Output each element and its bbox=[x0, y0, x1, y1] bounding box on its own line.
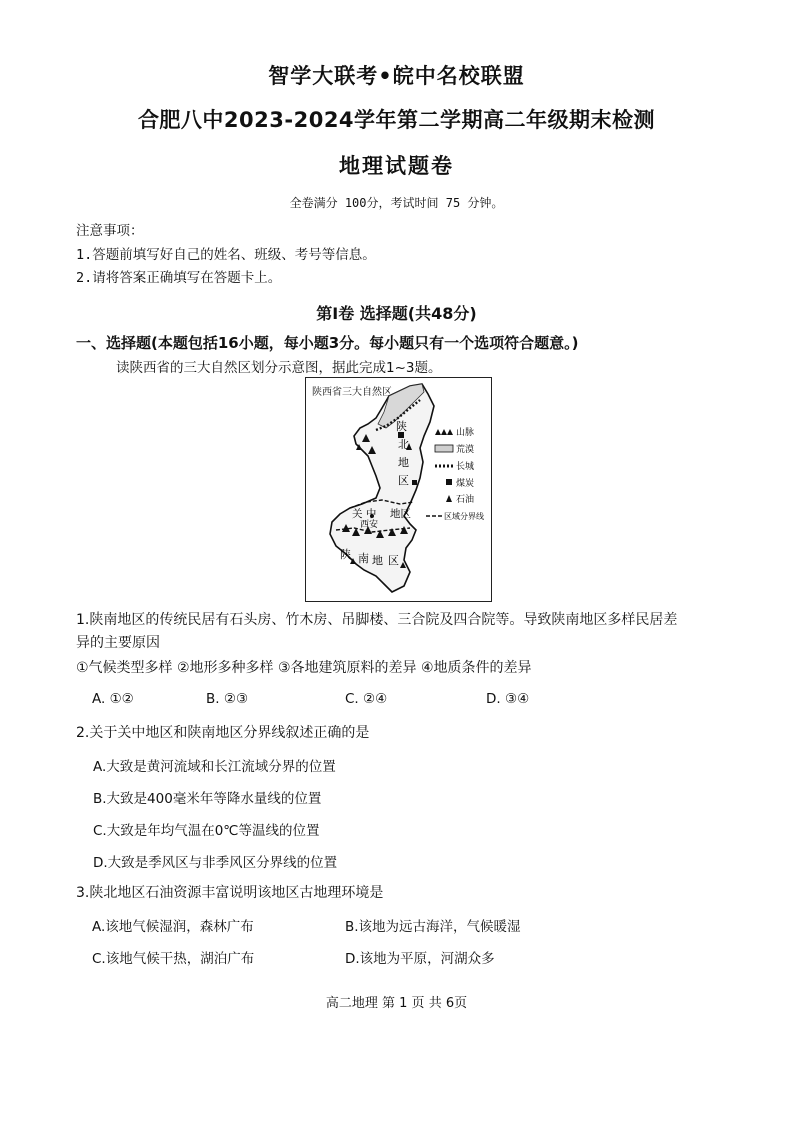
q2-option-b[interactable]: B.大致是400毫米年等降水量线的位置 bbox=[93, 791, 322, 807]
exam-header-line1: 智学大联考•皖中名校联盟 bbox=[268, 64, 525, 88]
q3-option-d[interactable]: D.该地为平原，河湖众多 bbox=[345, 951, 495, 967]
label-shaannan-4: 区 bbox=[388, 554, 399, 567]
label-xian: 西安 bbox=[360, 520, 379, 530]
q2-option-a[interactable]: A.大致是黄河流域和长江流域分界的位置 bbox=[93, 759, 336, 775]
q1-option-b[interactable]: B. ②③ bbox=[206, 691, 249, 707]
exam-header-line2: 合肥八中2023-2024学年第二学期高二年级期末检测 bbox=[137, 108, 656, 132]
legend-coal-label: 煤炭 bbox=[456, 479, 475, 489]
legend-desert-label: 荒漠 bbox=[456, 445, 475, 455]
legend-boundary-label: 区域分界线 bbox=[444, 512, 484, 521]
q2-option-c[interactable]: C.大致是年均气温在0℃等温线的位置 bbox=[93, 823, 320, 839]
label-shaannan-3: 地 bbox=[372, 554, 383, 567]
label-shaannan-2: 南 bbox=[358, 552, 369, 565]
q1-option-d[interactable]: D. ③④ bbox=[486, 691, 530, 707]
question-2-stem: 2.关于关中地区和陕南地区分界线叙述正确的是 bbox=[76, 725, 370, 741]
legend-mountain-icon bbox=[435, 429, 453, 435]
notes-item-2: 2.请将答案正确填写在答题卡上。 bbox=[76, 270, 282, 286]
q3-option-a[interactable]: A.该地气候湿润，森林广布 bbox=[92, 919, 254, 935]
section-title: 第Ⅰ卷 选择题(共48分) bbox=[316, 304, 477, 323]
label-bei: 北 bbox=[398, 438, 409, 451]
legend-oil-icon bbox=[446, 495, 452, 502]
label-shaan: 陕 bbox=[396, 420, 407, 433]
legend-mountain-label: 山脉 bbox=[456, 428, 475, 438]
legend-desert-icon bbox=[435, 445, 453, 452]
shaanxi-map-figure bbox=[305, 377, 492, 602]
label-guanzhong-area: 地区 bbox=[390, 508, 411, 520]
label-guanzhong: 关 中 bbox=[352, 508, 377, 520]
q1-option-a[interactable]: A. ①② bbox=[92, 691, 134, 707]
notes-item-1: 1.答题前填写好自己的姓名、班级、考号等信息。 bbox=[76, 247, 376, 263]
map-legend bbox=[426, 426, 484, 521]
legend-wall-label: 长城 bbox=[456, 462, 475, 472]
label-qu: 区 bbox=[398, 474, 409, 487]
q3-option-c[interactable]: C.该地气候干热，湖泊广布 bbox=[92, 951, 255, 967]
legend-oil-label: 石油 bbox=[456, 495, 475, 505]
question-1 bbox=[76, 609, 726, 655]
coal-icon bbox=[412, 480, 417, 485]
question-3-stem: 3.陕北地区石油资源丰富说明该地区古地理环境是 bbox=[76, 885, 384, 901]
question-group-intro: 读陕西省的三大自然区划分示意图，据此完成1~3题。 bbox=[116, 360, 442, 376]
question-1-items: ①气候类型多样 ②地形多种多样 ③各地建筑原料的差异 ④地质条件的差异 bbox=[76, 660, 532, 676]
legend-coal-icon bbox=[446, 479, 452, 485]
page-footer: 高二地理 第 1 页 共 6页 bbox=[325, 996, 468, 1011]
question-1-stem-line1: 1.陕南地区的传统民居有石头房、竹木房、吊脚楼、三合院及四合院等。导致陕南地区多样民居差 bbox=[76, 612, 678, 628]
exam-subtitle: 全卷满分 100分，考试时间 75 分钟。 bbox=[289, 196, 504, 210]
q1-option-c[interactable]: C. ②④ bbox=[345, 691, 388, 707]
map-title: 陕西省三大自然区 bbox=[312, 387, 392, 398]
part-instructions: 一、选择题(本题包括16小题，每小题3分。每小题只有一个选项符合题意。) bbox=[76, 334, 579, 352]
exam-title: 地理试题卷 bbox=[339, 154, 454, 178]
q2-option-d[interactable]: D.大致是季风区与非季风区分界线的位置 bbox=[93, 855, 338, 871]
question-1-stem-line2: 异的主要原因 bbox=[76, 635, 160, 651]
notes-heading: 注意事项： bbox=[76, 223, 144, 239]
label-shaannan-1: 陕 bbox=[340, 548, 351, 561]
q3-option-b[interactable]: B.该地为远古海洋，气候暖湿 bbox=[345, 919, 521, 935]
label-di: 地 bbox=[398, 456, 409, 469]
